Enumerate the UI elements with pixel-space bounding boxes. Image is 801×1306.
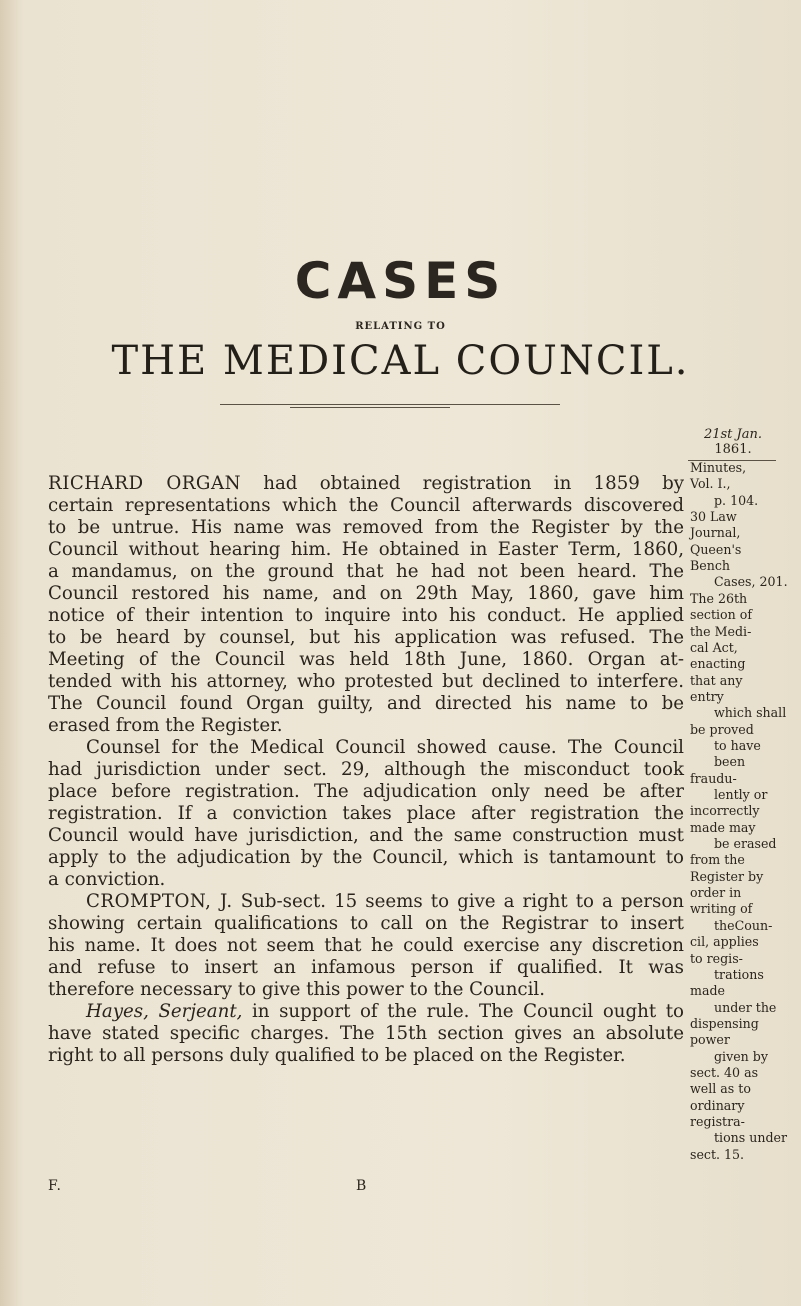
margin-note-line: entry <box>690 688 724 704</box>
text-line <box>48 1023 684 1045</box>
margin-note-line: writing of <box>690 901 753 917</box>
margin-note-line: Journal, <box>690 525 741 541</box>
text-content: a mandamus, on the ground that he had not been heard. The <box>48 561 684 582</box>
text-content: tended with his attorney, who protested but declined to interfere. <box>48 671 684 692</box>
text-line <box>48 649 684 671</box>
text-line <box>48 671 684 693</box>
margin-note-line: power <box>690 1032 730 1048</box>
text-line <box>48 715 684 737</box>
text-line <box>48 803 684 825</box>
margin-note-line: that any <box>690 672 743 688</box>
speaker-name: Hayes, Serjeant, <box>86 1001 243 1022</box>
text-content: and refuse to insert an infamous person if qualified. It was <box>48 957 684 978</box>
text-content: erased from the Register. <box>48 715 283 736</box>
text-content: in support of the rule. The Council ought to <box>242 1001 684 1022</box>
text-line <box>48 825 684 847</box>
text-line <box>48 759 684 781</box>
text-content: place before registration. The adjudication only need be after <box>48 781 684 802</box>
speaker-name: CROMPTON, J. <box>86 891 233 912</box>
margin-note-line: The 26th <box>690 590 748 606</box>
text-line <box>48 605 684 627</box>
margin-note-line: lently or <box>714 787 768 802</box>
margin-note-line: cil, applies <box>690 934 759 950</box>
margin-note-line: Cases, 201. <box>714 574 788 590</box>
page-subtitle: RELATING TO <box>355 321 446 332</box>
margin-note-line: be erased <box>714 836 777 852</box>
margin-note-line: ordinary <box>690 1097 745 1113</box>
margin-note-line: under the <box>714 999 777 1015</box>
text-line <box>48 869 684 891</box>
margin-note-line: Bench <box>690 558 730 574</box>
margin-note-line: dispensing <box>690 1015 759 1031</box>
text-line <box>48 693 684 715</box>
text-line <box>48 627 684 649</box>
text-line <box>86 737 684 759</box>
margin-note-line: tions under <box>714 1130 788 1146</box>
page-heading: THE MEDICAL COUNCIL. <box>111 338 690 384</box>
margin-note-line: 30 Law <box>690 509 737 525</box>
text-content: The Council found Organ guilty, and directed his name to be <box>48 693 684 714</box>
text-content: have stated specific charges. The 15th section gives an absolute <box>48 1023 684 1044</box>
text-line <box>48 583 684 605</box>
margin-note-line: trations <box>714 966 764 982</box>
signature-mark-left: F. <box>48 1178 62 1194</box>
margin-note-line: cal Act, <box>690 639 738 655</box>
margin-note-line: to regis- <box>690 950 743 966</box>
margin-note-line: made <box>690 983 725 999</box>
text-line <box>86 1001 684 1023</box>
case-date-year: 1861. <box>714 442 752 457</box>
text-line <box>48 473 684 495</box>
margin-note-line: fraudu- <box>690 770 737 786</box>
text-content: his name. It does not seem that he could exercise any discretion <box>48 935 684 956</box>
text-line <box>48 539 684 561</box>
signature-mark-right: B <box>356 1178 368 1194</box>
text-line <box>48 913 684 935</box>
text-line <box>48 847 684 869</box>
text-line <box>86 891 684 913</box>
text-content: Meeting of the Council was held 18th June, 1860. Organ at- <box>48 649 684 670</box>
text-content: to be untrue. His name was removed from the Register by the <box>48 517 684 538</box>
text-line <box>48 957 684 979</box>
margin-note-line: registra- <box>690 1114 745 1129</box>
margin-note-line: incorrectly <box>690 803 760 819</box>
margin-note-line: the Medi- <box>690 623 752 639</box>
text-content: apply to the adjudication by the Council, which is tantamount to <box>48 847 684 868</box>
margin-note-line: well as to <box>690 1081 751 1097</box>
text-content: showing certain qualifications to call on the Registrar to insert <box>48 913 684 934</box>
margin-note-line: been <box>714 754 746 770</box>
margin-note-line: be proved <box>690 721 754 737</box>
text-line <box>48 1045 684 1067</box>
margin-note-line: enacting <box>690 656 746 672</box>
text-content: had obtained registration in 1859 by <box>241 473 684 494</box>
text-content: registration. If a conviction takes place after registration the <box>48 803 684 824</box>
text-line <box>48 935 684 957</box>
margin-note-line: order in <box>690 885 742 901</box>
text-line <box>48 517 684 539</box>
margin-note-line: Minutes, <box>690 460 747 475</box>
margin-note-line: theCoun- <box>714 917 773 933</box>
heading-rule-short <box>290 407 450 408</box>
margin-note-line: given by <box>714 1048 768 1064</box>
text-content: therefore necessary to give this power to the Council. <box>48 979 546 1000</box>
text-content: notice of their intention to inquire into his conduct. He applied <box>48 605 684 626</box>
margin-note-line: sect. 40 as <box>690 1064 759 1080</box>
margin-note-line: which shall <box>714 705 787 721</box>
text-content: Sub-sect. 15 seems to give a right to a person <box>232 891 685 912</box>
text-content: Council without hearing him. He obtained in Easter Term, 1860, <box>48 539 684 560</box>
margin-note-line: Queen's <box>690 541 742 557</box>
margin-note-line: Register by <box>690 868 764 884</box>
heading-rule <box>220 404 560 405</box>
page-title: CASES <box>294 252 507 310</box>
margin-note-line: Vol. I., <box>690 476 731 492</box>
text-line <box>48 561 684 583</box>
margin-note-line: made may <box>690 819 756 835</box>
text-content: had jurisdiction under sect. 29, although the misconduct took <box>48 759 684 780</box>
speaker-name: RICHARD ORGAN <box>48 473 241 494</box>
margin-note-line: section of <box>690 607 752 623</box>
text-content: certain representations which the Council afterwards discovered <box>48 495 684 516</box>
case-date-day: 21st Jan. <box>703 427 763 442</box>
text-content: Council would have jurisdiction, and the same construction must <box>48 825 684 846</box>
text-content: Counsel for the Medical Council showed cause. The Council <box>86 737 684 758</box>
text-content: Council restored his name, and on 29th May, 1860, gave him <box>48 583 684 604</box>
text-content: right to all persons duly qualified to be placed on the Register. <box>48 1045 626 1066</box>
margin-note-line: p. 104. <box>714 492 759 508</box>
margin-note-line: to have <box>714 737 761 753</box>
margin-note-line: from the <box>690 852 745 868</box>
text-line <box>48 979 684 1001</box>
margin-note-line: sect. 15. <box>690 1146 745 1162</box>
text-line <box>48 495 684 517</box>
text-line <box>48 781 684 803</box>
text-content: a conviction. <box>48 869 166 890</box>
text-content: to be heard by counsel, but his application was refused. The <box>48 627 684 648</box>
